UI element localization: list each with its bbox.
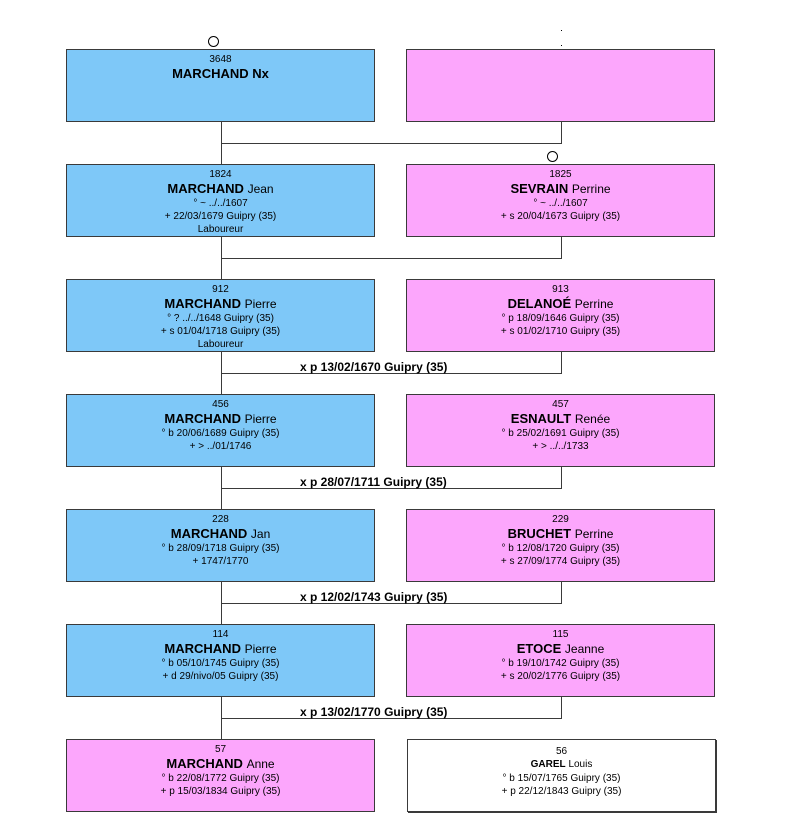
death-info: + s 01/04/1718 Guipry (35) xyxy=(160,326,281,337)
death-info: + 1747/1770 xyxy=(192,556,249,567)
person-card-912[interactable] xyxy=(66,279,375,352)
sosa-number: 456 xyxy=(212,399,229,410)
person-name xyxy=(67,641,374,657)
connector xyxy=(221,143,562,144)
circle-marker xyxy=(208,36,219,47)
birth-info: ° b 25/02/1691 Guipry (35) xyxy=(501,428,620,439)
person-name xyxy=(407,641,714,657)
person-name xyxy=(67,526,374,542)
connector xyxy=(221,236,222,258)
birth-info: ° b 22/08/1772 Guipry (35) xyxy=(161,773,280,784)
death-info: + p 22/12/1843 Guipry (35) xyxy=(501,786,622,797)
person-card-3648[interactable] xyxy=(66,49,375,122)
person-card-56[interactable] xyxy=(407,739,716,812)
sosa-number: 912 xyxy=(212,284,229,295)
person-card-57[interactable] xyxy=(66,739,375,812)
given-name: Jean xyxy=(247,182,274,196)
person-name xyxy=(67,756,374,772)
given-name: Pierre xyxy=(244,412,277,426)
surname: ETOCE xyxy=(516,641,562,656)
connector xyxy=(221,581,222,603)
sosa-number: 913 xyxy=(552,284,569,295)
sosa-number: 115 xyxy=(552,629,569,640)
person-name xyxy=(67,296,374,312)
birth-info: ° b 20/06/1689 Guipry (35) xyxy=(161,428,280,439)
surname: MARCHAND xyxy=(170,526,248,541)
birth-info: ° ~ ../../1607 xyxy=(533,198,588,209)
given-name: Jan xyxy=(250,527,271,541)
marriage-label-114: x p 13/02/1770 Guipry (35) xyxy=(300,705,448,719)
person-card-114[interactable] xyxy=(66,624,375,697)
connector xyxy=(221,373,222,394)
sosa-number: 114 xyxy=(212,629,229,640)
surname: SEVRAIN xyxy=(510,181,569,196)
person-card-229[interactable] xyxy=(406,509,715,582)
sosa-number: 57 xyxy=(214,744,227,755)
person-card-1825[interactable] xyxy=(406,164,715,237)
given-name: Pierre xyxy=(244,297,277,311)
dot-marker xyxy=(561,45,562,46)
surname: MARCHAND xyxy=(172,66,249,81)
sosa-number: 1825 xyxy=(549,169,572,180)
surname: MARCHAND xyxy=(166,756,243,771)
sosa-number: 457 xyxy=(552,399,569,410)
sosa-number: 56 xyxy=(555,746,568,757)
marriage-label-912: x p 13/02/1670 Guipry (35) xyxy=(300,360,448,374)
person-name xyxy=(407,411,714,427)
circle-marker xyxy=(547,151,558,162)
surname: GAREL xyxy=(530,759,566,770)
sosa-number: 3648 xyxy=(209,54,232,65)
given-name: Jeanne xyxy=(564,642,605,656)
connector xyxy=(561,236,562,258)
connector xyxy=(221,258,222,279)
birth-info: ° ? ../../1648 Guipry (35) xyxy=(167,313,274,324)
connector xyxy=(221,143,222,164)
given-name: Renée xyxy=(574,412,611,426)
death-info: + s 01/02/1710 Guipry (35) xyxy=(500,326,621,337)
birth-info: ° b 12/08/1720 Guipry (35) xyxy=(501,543,620,554)
birth-info: ° b 15/07/1765 Guipry (35) xyxy=(502,773,621,784)
marriage-label-228: x p 12/02/1743 Guipry (35) xyxy=(300,590,448,604)
connector xyxy=(561,581,562,603)
sosa-number: 1824 xyxy=(209,169,232,180)
surname: ESNAULT xyxy=(510,411,572,426)
connector xyxy=(561,466,562,488)
surname: MARCHAND xyxy=(164,411,241,426)
death-info: + s 27/09/1774 Guipry (35) xyxy=(500,556,621,567)
person-card-456[interactable] xyxy=(66,394,375,467)
birth-info: ° b 05/10/1745 Guipry (35) xyxy=(161,658,280,669)
connector xyxy=(221,696,222,718)
person-card-1824[interactable] xyxy=(66,164,375,237)
connector xyxy=(221,718,222,739)
birth-info: ° b 28/09/1718 Guipry (35) xyxy=(161,543,280,554)
death-info: + > ../01/1746 xyxy=(189,441,252,452)
person-card-empty[interactable] xyxy=(406,49,715,122)
sosa-number: 228 xyxy=(212,514,229,525)
person-card-913[interactable] xyxy=(406,279,715,352)
birth-info: ° ~ ../../1607 xyxy=(193,198,248,209)
birth-info: ° p 18/09/1646 Guipry (35) xyxy=(501,313,620,324)
surname: MARCHAND xyxy=(164,641,241,656)
person-card-115[interactable] xyxy=(406,624,715,697)
given-name: Anne xyxy=(246,757,275,771)
connector xyxy=(561,696,562,718)
occupation: Laboureur xyxy=(197,224,244,235)
surname: DELANOÉ xyxy=(507,296,572,311)
connector xyxy=(221,121,222,143)
death-info: + d 29/nivo/05 Guipry (35) xyxy=(162,671,279,682)
birth-info: ° b 19/10/1742 Guipry (35) xyxy=(501,658,620,669)
person-name xyxy=(407,296,714,312)
person-card-457[interactable] xyxy=(406,394,715,467)
occupation: Laboureur xyxy=(197,339,244,350)
surname: MARCHAND xyxy=(167,181,244,196)
given-name: Louis xyxy=(568,759,593,770)
death-info: + p 15/03/1834 Guipry (35) xyxy=(160,786,281,797)
marriage-label-456: x p 28/07/1711 Guipry (35) xyxy=(300,475,447,489)
given-name: Perrine xyxy=(574,297,614,311)
death-info: + s 20/02/1776 Guipry (35) xyxy=(500,671,621,682)
person-name xyxy=(408,758,715,772)
surname: BRUCHET xyxy=(507,526,572,541)
given-name: Perrine xyxy=(571,182,611,196)
connector xyxy=(561,351,562,373)
dot-marker xyxy=(561,30,562,31)
person-name xyxy=(67,66,374,82)
connector xyxy=(221,351,222,373)
connector xyxy=(221,466,222,488)
connector xyxy=(221,488,222,509)
death-info: + 22/03/1679 Guipry (35) xyxy=(164,211,277,222)
connector xyxy=(221,603,222,624)
person-name xyxy=(407,526,714,542)
person-name xyxy=(407,181,714,197)
surname: MARCHAND xyxy=(164,296,241,311)
person-card-228[interactable] xyxy=(66,509,375,582)
death-info: + s 20/04/1673 Guipry (35) xyxy=(500,211,621,222)
given-name: Nx xyxy=(252,66,269,81)
given-name: Pierre xyxy=(244,642,277,656)
death-info: + > ../../1733 xyxy=(532,441,589,452)
person-name xyxy=(67,411,374,427)
connector xyxy=(561,121,562,143)
sosa-number: 229 xyxy=(552,514,569,525)
given-name: Perrine xyxy=(574,527,614,541)
connector xyxy=(221,258,562,259)
person-name xyxy=(67,181,374,197)
